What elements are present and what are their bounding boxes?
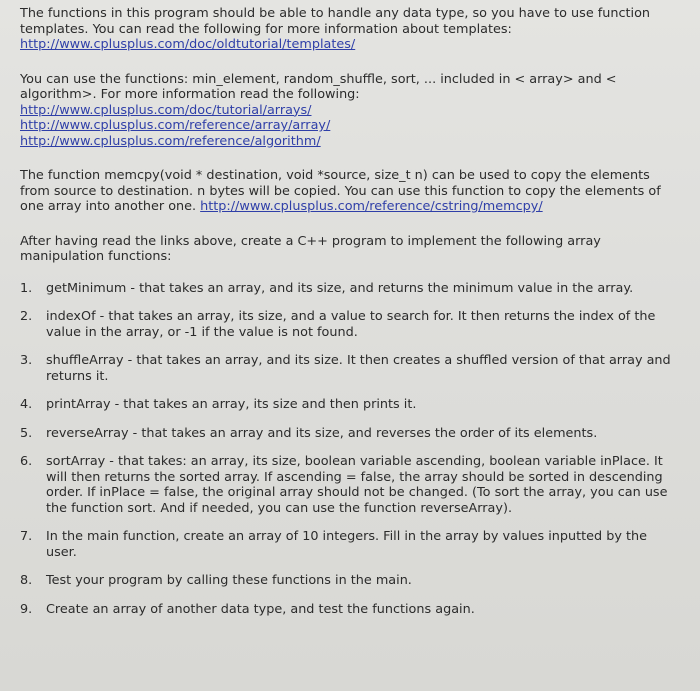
templates-link[interactable]: http://www.cplusplus.com/doc/oldtutorial/templates/ [20,37,356,52]
templates-text: The functions in this program should be able to handle any data type, so you have to use function templates. You can read the following for more information about templates: [20,6,651,37]
list-item [20,309,678,340]
list-item [20,454,678,516]
item-text: printArray - that takes an array, its size and then prints it. [46,397,417,412]
list-item [20,426,678,442]
item-text: indexOf - that takes an array, its size, and a value to search for. It then returns the index of the value in the array, or -1 if the value is not found. [46,309,656,340]
item-number: 7. [20,529,33,544]
memcpy-link[interactable]: http://www.cplusplus.com/reference/cstring/memcpy/ [200,199,543,214]
reference-links [20,103,678,150]
item-text: In the main function, create an array of 10 integers. Fill in the array by values inputted by the user. [46,529,647,560]
arrays-tutorial-link[interactable]: http://www.cplusplus.com/doc/tutorial/arrays/ [20,102,312,118]
templates-paragraph [20,6,678,53]
list-item [20,529,678,560]
item-text: Test your program by calling these functions in the main. [46,573,412,588]
item-number: 1. [20,280,33,296]
item-text: Create an array of another data type, and test the functions again. [46,601,475,617]
list-item [20,397,678,413]
item-text: getMinimum - that takes an array, and its size, and returns the minimum value in the array. [46,280,634,296]
list-item [20,353,678,384]
item-text: reverseArray - that takes an array and its size, and reverses the order of its elements. [46,425,598,441]
list-item [20,573,678,589]
item-number: 4. [20,397,33,412]
algorithms-text: You can use the functions: min_element, random_shuffle, sort, ... included in < array> and < algorithm>. For more information read the following: [20,71,617,102]
instructions-paragraph [20,234,678,265]
algorithms-paragraph [20,72,678,150]
item-number: 9. [20,601,33,617]
memcpy-description: The function memcpy(void * destination, void *source, size_t n) can be used to copy the elements from source to destination. n bytes will be copied. You can use this function to copy the elements of one array into another one. [20,168,661,214]
array-reference-link[interactable]: http://www.cplusplus.com/reference/array/array/ [20,118,331,133]
item-text: shuffleArray - that takes an array, and its size. It then creates a shuffled version of that array and returns it. [46,353,671,384]
memcpy-paragraph [20,168,678,215]
memcpy-text [20,168,678,215]
item-number: 2. [20,309,33,324]
item-number: 3. [20,353,33,368]
item-text: sortArray - that takes: an array, its size, boolean variable ascending, boolean variable inPlace. It will then returns the sorted array. If ascending = false, the array should be sorted in descending order. If inPlace = false, the original array should not be changed. (To sort the array, you can use the function sort. And if needed, you can use the function reverseArray). [46,454,668,516]
list-item [20,602,678,618]
item-number: 8. [20,573,33,588]
item-number: 6. [20,454,33,469]
item-number: 5. [20,425,33,441]
list-item [20,281,678,297]
instructions-text: After having read the links above, create a C++ program to implement the following array manipulation functions: [20,233,601,264]
task-list [20,281,678,618]
algorithm-reference-link[interactable]: http://www.cplusplus.com/reference/algorithm/ [20,133,321,149]
